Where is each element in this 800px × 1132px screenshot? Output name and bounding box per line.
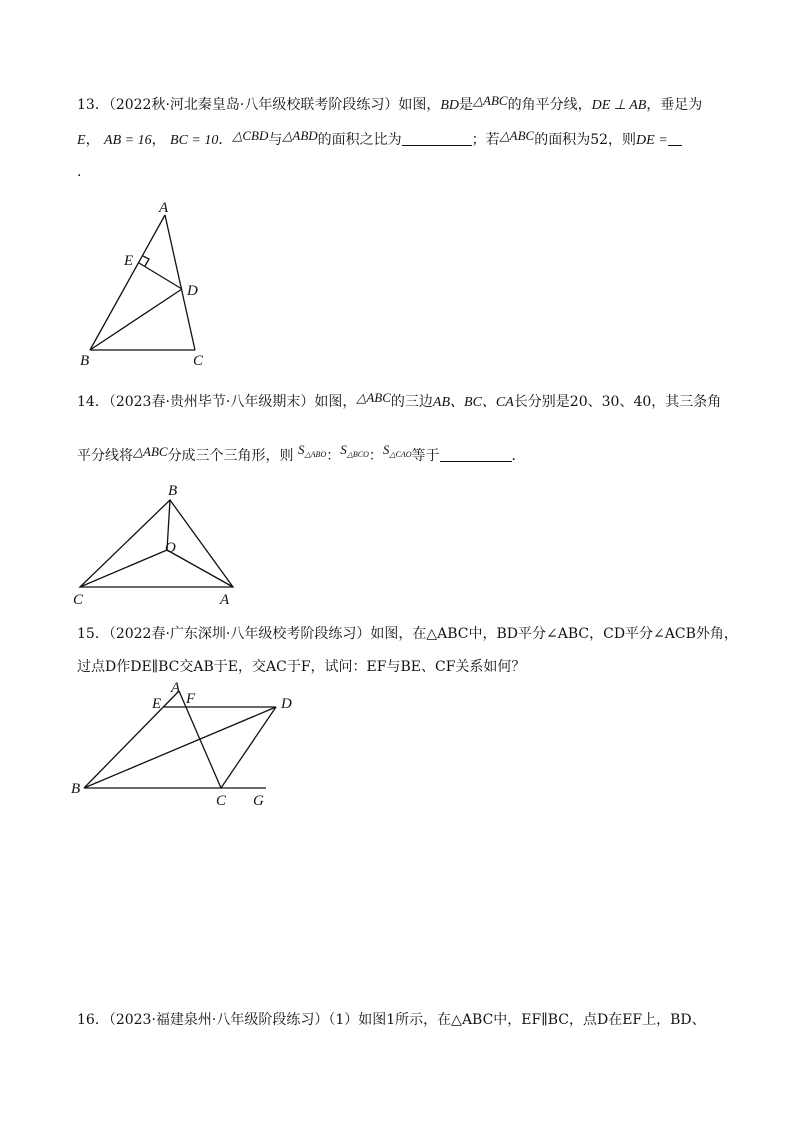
- q14-subscript-cao: △CAO: [389, 450, 412, 459]
- q13-figure: [70, 195, 220, 370]
- q13-text: 的角平分线，: [507, 97, 592, 113]
- q14-text: 平分线将: [77, 448, 133, 464]
- q14-triangle-abc: △ABC: [133, 444, 168, 459]
- q14-area-abo: [298, 442, 326, 457]
- q15-text-2: 过点D作DE∥BC交AB于E，交AC于F，试问：EF与BE、CF关系如何？: [77, 659, 526, 675]
- q14-bisector-co: [80, 550, 167, 587]
- q13-triangle-abc: △ABC: [499, 128, 535, 143]
- q15-line2: [77, 657, 525, 677]
- q16-text: （1）如图1所示，在△ABC中，EF∥BC，点D在EF上，BD、: [328, 1012, 706, 1028]
- q14-text: 的三边: [390, 394, 433, 410]
- q14-period: ．: [511, 448, 526, 464]
- q14-subscript-bco: △BCO: [346, 450, 369, 459]
- q14-s-symbol: S: [298, 442, 305, 457]
- q13-segment-bd: [90, 289, 182, 350]
- q13-text: 的面积之比为: [317, 132, 402, 148]
- q13-e: E: [77, 133, 86, 148]
- q15-label-b: B: [71, 781, 81, 797]
- q14-text: 等于: [411, 448, 440, 464]
- q14-text: 分成三个三角形，则: [167, 448, 294, 464]
- q14-s-symbol: S: [382, 442, 390, 457]
- q14-colon: ：: [368, 448, 383, 464]
- q13-line3: [77, 162, 81, 182]
- q15-figure: [68, 680, 308, 810]
- q14-line1: [77, 392, 721, 413]
- q14-number: 14．: [77, 394, 109, 410]
- q14-label-a: A: [220, 592, 230, 608]
- q13-right-angle-mark: [143, 256, 149, 266]
- q13-comma: ，: [151, 132, 166, 148]
- q14-text: 如图，: [314, 394, 357, 410]
- q14-text: 长分别是20、30、40，其三条角: [513, 394, 722, 410]
- q15-segment-bd: [84, 707, 276, 788]
- q14-s-symbol: S: [340, 442, 347, 457]
- q13-text: ．: [218, 132, 233, 148]
- q15-label-c: C: [216, 793, 227, 809]
- q14-label-b: B: [168, 483, 178, 499]
- q15-label-a: A: [171, 680, 181, 696]
- q13-text: ，垂足为: [646, 97, 703, 113]
- q14-label-c: C: [73, 592, 84, 608]
- q13-segment-de: [139, 263, 182, 289]
- q13-triangle-abd: △ABD: [282, 128, 318, 143]
- q14-line2: [77, 442, 526, 471]
- q13-comma: ，: [85, 132, 100, 148]
- q14-label-o: O: [165, 540, 176, 556]
- q15-text-1: 如图，在△ABC中，BD平分∠ABC，CD平分∠ACB外角，: [370, 626, 738, 642]
- q13-source: （2022秋·河北秦皇岛·八年级校联考阶段练习）: [108, 97, 399, 113]
- q13-line2: [77, 130, 682, 151]
- q13-bd: BD: [440, 98, 460, 113]
- q15-label-e: E: [152, 696, 162, 712]
- q13-label-a: A: [159, 200, 169, 216]
- q13-text: 是: [459, 97, 474, 113]
- q14-subscript-abo: △ABO: [304, 450, 327, 459]
- q13-text: 与: [268, 132, 283, 148]
- q15-source: （2022春·广东深圳·八年级校考阶段练习）: [108, 626, 371, 642]
- q13-label-b: B: [80, 353, 90, 369]
- q13-label-c: C: [193, 353, 204, 369]
- q14-source: （2023春·贵州毕节·八年级期末）: [108, 394, 315, 410]
- q13-period: .: [77, 164, 82, 180]
- q14-colon: ：: [326, 448, 341, 464]
- q16-line1: [77, 1010, 706, 1030]
- q13-triangle-cbd: △CBD: [232, 128, 269, 143]
- q15-label-g: G: [253, 793, 264, 809]
- q16-source: （2023·福建泉州·八年级阶段练习）: [108, 1012, 329, 1028]
- q13-answer-blank-1: [402, 131, 472, 146]
- q15-label-f: F: [186, 691, 196, 707]
- q14-area-cao: [383, 442, 412, 457]
- q14-sides: AB、BC、CA: [432, 395, 514, 410]
- q13-label-e: E: [124, 253, 134, 269]
- q13-bc-value: BC = 10: [170, 133, 219, 148]
- q15-number: 15．: [77, 626, 109, 642]
- q15-segment-ba: [84, 691, 179, 788]
- q13-de-eq: DE =: [636, 133, 668, 148]
- q13-answer-blank-2: [668, 131, 682, 146]
- q14-area-bco: [340, 442, 369, 457]
- q13-text: ；若: [471, 132, 500, 148]
- q13-number: 13．: [77, 97, 109, 113]
- q13-text: 如图，: [398, 97, 441, 113]
- q13-de-perp-ab: DE ⊥ AB: [591, 98, 647, 113]
- q13-segment-ab: [90, 215, 165, 350]
- q13-ab-value: AB = 16: [104, 133, 152, 148]
- q14-figure: [65, 480, 255, 610]
- q13-triangle-abc: △ABC: [473, 93, 508, 108]
- q13-label-d: D: [187, 283, 198, 299]
- q16-number: 16．: [77, 1012, 109, 1028]
- q14-triangle-abc: △ABC: [356, 390, 391, 405]
- q13-text: 的面积为52，则: [534, 132, 637, 148]
- q14-answer-blank: [440, 447, 512, 462]
- q15-label-d: D: [281, 696, 292, 712]
- q14-bisector-ao: [167, 550, 233, 587]
- q13-line1: [77, 95, 702, 116]
- q15-line1: [77, 624, 738, 644]
